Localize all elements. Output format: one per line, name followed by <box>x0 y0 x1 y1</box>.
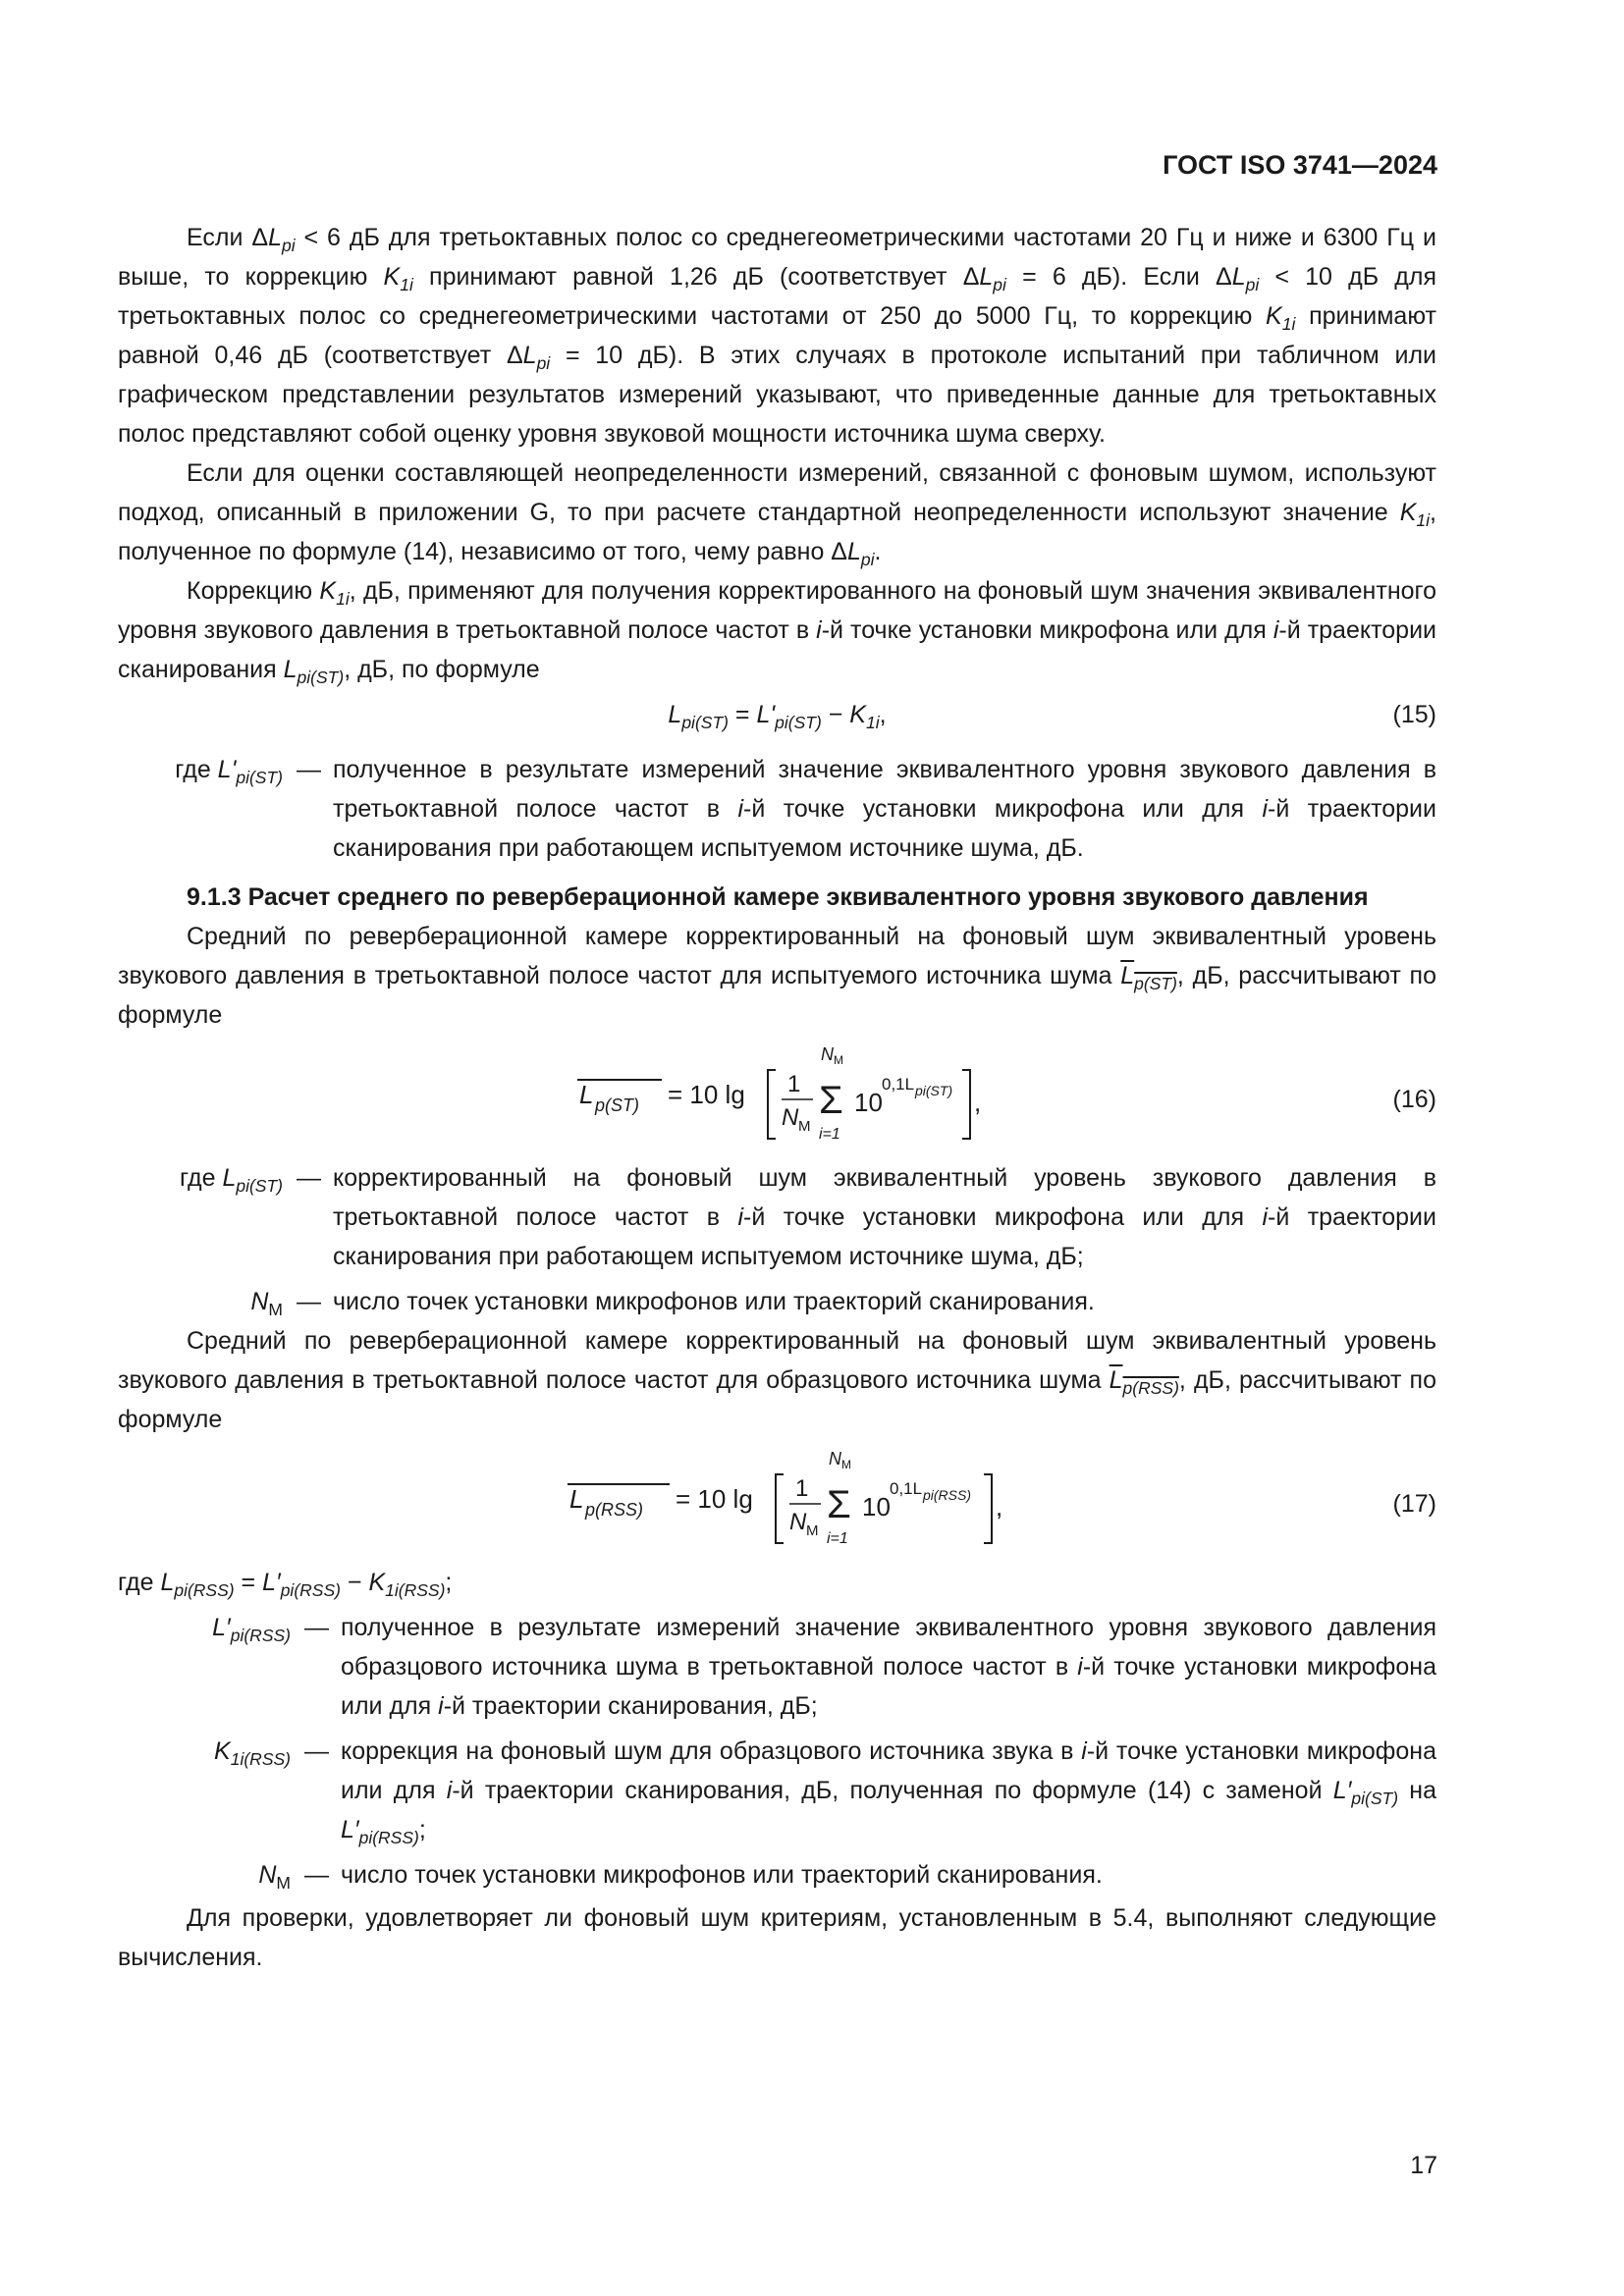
svg-text:i=1: i=1 <box>819 1126 840 1143</box>
svg-text:1: 1 <box>795 1475 809 1502</box>
page-content <box>118 218 1436 1977</box>
formula-17-svg <box>560 1447 1149 1555</box>
where-clause-17c: $N_M$ — число точек установки микрофонов или траекторий сканирования. <box>258 1861 1103 1894</box>
equation-16 <box>118 1042 1436 1150</box>
svg-text:M: M <box>834 1053 843 1067</box>
svg-text:N: N <box>789 1509 807 1535</box>
equation-15: $L_{pi(ST)} = L'_{pi(ST)} - K_{1i}$, (15) <box>118 689 1436 744</box>
formula-16-svg <box>569 1042 1119 1150</box>
svg-text:pi(RSS): pi(RSS) <box>923 1487 972 1503</box>
paragraph-1: Если $\Delta L_{pi} < 6$ дБ для третьоктавных полос со среднегеометрическими частотами 20 Гц и ниже и 6300 Гц и выше, то коррекцию $K_{1i}$ принимают равной 1,26 дБ (соответствует $\Delta L_{pi} = 6$ дБ). Если $\Delta L_{pi} < 10$ дБ для третьоктавных полос со среднегеометрическими частотами от 250 до 5000 Гц, то коррекцию $K_{1i}$ принимают равной 0,46 дБ (соответствует $\Delta L_{pi} = 10$ дБ). В этих случаях в протоколе испытаний при табличном или графическом представлении результатов измерений указывают, что приведенные данные для третьоктавных полос представляют собой оценку уровня звуковой мощности источника шума сверху. <box>118 224 1437 448</box>
svg-text:p(RSS): p(RSS) <box>585 1500 644 1520</box>
svg-text:i=1: i=1 <box>827 1530 848 1547</box>
svg-text:p(ST): p(ST) <box>595 1095 639 1115</box>
paragraph-3: Коррекцию $K_{1i}$, дБ, применяют для получения корректированного на фоновый шум значения эквивалентного уровня звукового давления в третьоктавной полосе частот в i-й точке установки микрофона или для i-й траектории сканирования $L_{pi(ST)}$, дБ, по формуле <box>118 577 1436 688</box>
svg-text:N: N <box>829 1449 841 1468</box>
svg-text:N: N <box>821 1044 834 1064</box>
svg-text:,: , <box>996 1492 1003 1522</box>
paragraph-5: Средний по реверберационной камере корректированный на фоновый шум эквивалентный уровень звукового давления в третьоктавной полосе частот для образцового источника шума $L_{p(RSS)}$, дБ, рассчитывают по формуле <box>118 1327 1436 1433</box>
svg-text:10: 10 <box>862 1492 891 1522</box>
svg-text:= 10 lg: = 10 lg <box>676 1484 753 1514</box>
svg-text:0,1L: 0,1L <box>882 1075 915 1094</box>
svg-text:L: L <box>569 1484 584 1514</box>
section-heading: 9.1.3 Расчет среднего по реверберационной камере эквивалентного уровня звукового давления <box>187 883 1369 911</box>
svg-text:Σ: Σ <box>827 1483 851 1526</box>
svg-text:1: 1 <box>787 1071 801 1097</box>
svg-text:L: L <box>579 1080 594 1109</box>
svg-text:0,1L: 0,1L <box>890 1479 923 1498</box>
svg-text:M: M <box>806 1522 819 1539</box>
paragraph-6: Для проверки, удовлетворяет ли фоновый шум критериям, установленным в 5.4, выполняют следующие вычисления. <box>118 1904 1436 1971</box>
document-header: ГОСТ ISO 3741—2024 <box>1163 150 1437 180</box>
svg-text:M: M <box>798 1118 811 1135</box>
where-clause-16b: $N_M$ — число точек установки микрофонов или траекторий сканирования. <box>250 1288 1095 1320</box>
paragraph-4: Средний по реверберационной камере корректированный на фоновый шум эквивалентный уровень звукового давления в третьоктавной полосе частот для испытуемого источника шума $L_{p(ST)}$, дБ, рассчитывают по формуле <box>118 923 1437 1029</box>
svg-text:,: , <box>974 1088 982 1117</box>
svg-text:M: M <box>841 1458 851 1471</box>
svg-text:Σ: Σ <box>819 1079 843 1122</box>
where-clause-17-header: где $L_{pi(RSS)} = L'_{pi(RSS)} - K_{1i(RSS)}$; <box>118 1569 453 1601</box>
svg-text:= 10 lg: = 10 lg <box>668 1080 745 1109</box>
where-clause-15: где $L'_{pi(ST)}$ — полученное в результате измерений значение эквивалентного уровня звукового давления в третьоктавной полосе частот в i-й точке установки микрофона или для i-й траектории сканирования при работающем испытуемом источнике шума, дБ. <box>175 756 1436 862</box>
equation-17 <box>118 1447 1436 1555</box>
equation-number: (15) <box>1392 701 1436 728</box>
where-clause-17b: $K_{1i(RSS)}$ — коррекция на фоновый шум для образцового источника звука в i-й точке установки микрофона или для i-й траектории сканирования, дБ, полученная по формуле (14) с заменой $L'_{pi(ST)}$ на $L'_{pi(RSS)}$; <box>214 1737 1436 1848</box>
equation-number: (17) <box>1392 1490 1436 1518</box>
paragraph-2: Если для оценки составляющей неопределенности измерений, связанной с фоновым шумом, используют подход, описанный в приложении G, то при расчете стандартной неопределенности используют значение $K_{1i}$, полученное по формуле (14), независимо от того, чему равно $\Delta L_{pi}$. <box>118 459 1436 570</box>
equation-number: (16) <box>1392 1086 1436 1113</box>
where-clause-17a: $L'_{pi(RSS)}$ — полученное в результате измерений значение эквивалентного уровня звукового давления образцового источника шума в третьоктавной полосе частот в i-й точке установки микрофона или для i-й траектории сканирования, дБ; <box>212 1614 1436 1720</box>
page-number: 17 <box>1410 2152 1437 2179</box>
where-clause-16a: где $L_{pi(ST)}$ — корректированный на фоновый шум эквивалентный уровень звукового давления в третьоктавной полосе частот в i-й точке установки микрофона или для i-й траектории сканирования при работающем испытуемом источнике шума, дБ; <box>180 1164 1436 1270</box>
svg-text:N: N <box>782 1104 799 1131</box>
svg-text:pi(ST): pi(ST) <box>915 1083 953 1098</box>
svg-text:10: 10 <box>854 1088 883 1117</box>
